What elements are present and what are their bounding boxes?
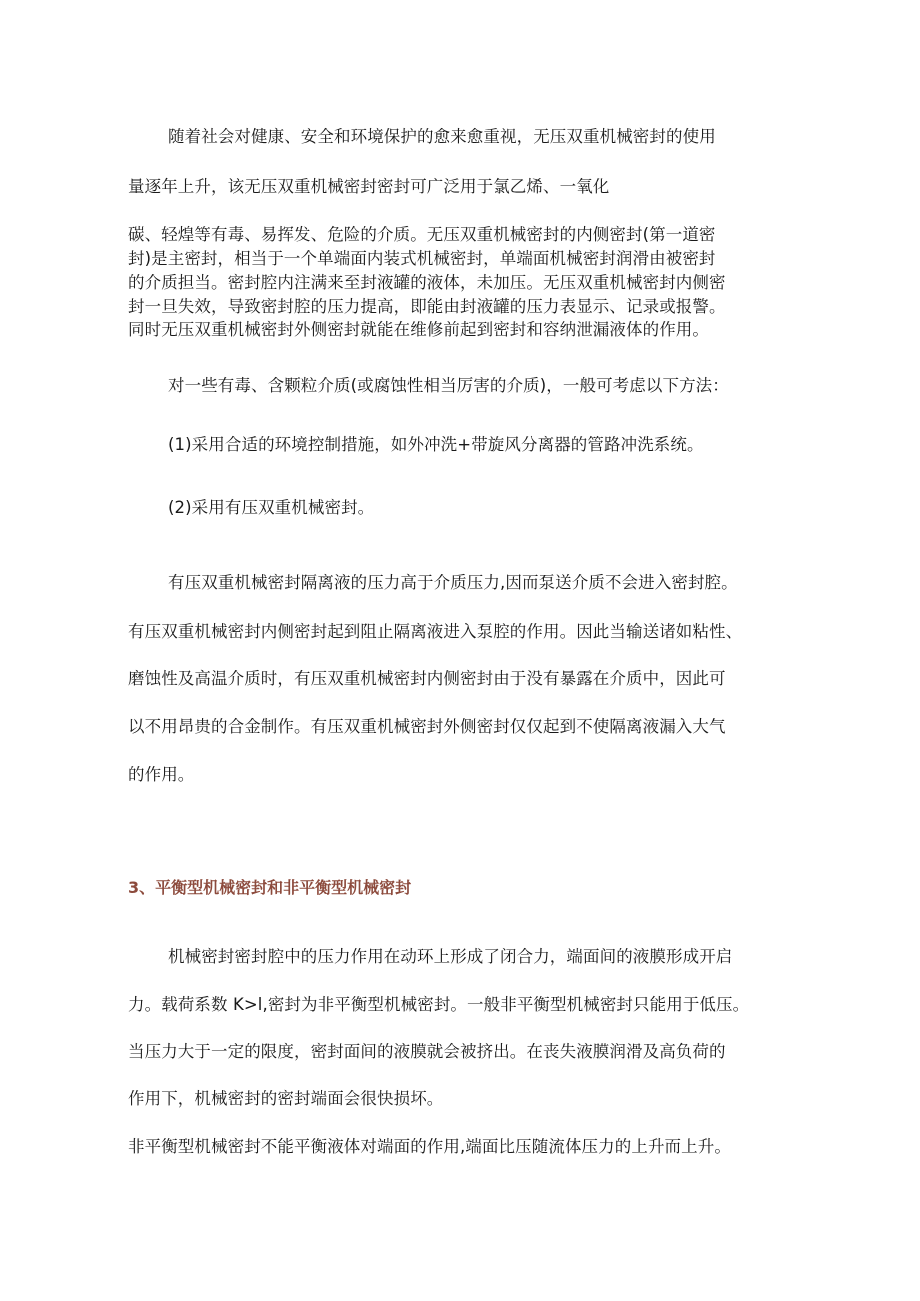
paragraph-1-line-4: 封)是主密封，相当于一个单端面内装式机械密封，单端面机械密封润滑由被密封 — [128, 249, 716, 268]
paragraph-6-line-4: 作用下，机械密封的密封端面会很快损坏。 — [128, 1089, 444, 1108]
paragraph-5-line-5: 的作用。 — [128, 765, 195, 784]
paragraph-6-line-2: 力。载荷系数 K>l,密封为非平衡型机械密封。一般非平衡型机械密封只能用于低压。 — [128, 995, 750, 1014]
paragraph-1-line-2: 量逐年上升，该无压双重机械密封密封可广泛用于氯乙烯、一氧化 — [128, 177, 610, 196]
paragraph-5-line-1: 有压双重机械密封隔离液的压力高于介质压力,因而泵送介质不会进入密封腔。 — [168, 573, 738, 592]
paragraph-1-line-5: 的介质担当。密封腔内注满来至封液罐的液体，未加压。无压双重机械密封内侧密 — [128, 273, 726, 292]
paragraph-5-line-2: 有压双重机械密封内侧密封起到阻止隔离液进入泵腔的作用。因此当输送诸如粘性、 — [128, 622, 743, 641]
paragraph-4: (2)采用有压双重机械密封。 — [168, 498, 375, 517]
paragraph-5-line-3: 磨蚀性及高温介质时，有压双重机械密封内侧密封由于没有暴露在介质中，因此可 — [128, 669, 726, 688]
paragraph-1-line-7: 同时无压双重机械密封外侧密封就能在维修前起到密封和容纳泄漏液体的作用。 — [128, 320, 709, 339]
paragraph-1-line-3: 碳、轻煌等有毒、易挥发、危险的介质。无压双重机械密封的内侧密封(第一道密 — [128, 225, 716, 244]
section-heading: 3、平衡型机械密封和非平衡型机械密封 — [128, 878, 412, 897]
paragraph-6-line-1: 机械密封密封腔中的压力作用在动环上形成了闭合力，端面间的液膜形成开启 — [168, 947, 733, 966]
paragraph-6-line-3: 当压力大于一定的限度，密封面间的液膜就会被挤出。在丧失液膜润滑及高负荷的 — [128, 1042, 726, 1061]
paragraph-1-line-1: 随着社会对健康、安全和环境保护的愈来愈重视，无压双重机械密封的使用 — [168, 127, 716, 146]
paragraph-3: (1)采用合适的环境控制措施，如外冲洗+带旋风分离器的管路冲洗系统。 — [168, 435, 704, 454]
paragraph-5-line-4: 以不用昂贵的合金制作。有压双重机械密封外侧密封仅仅起到不使隔离液漏入大气 — [128, 717, 726, 736]
paragraph-7: 非平衡型机械密封不能平衡液体对端面的作用,端面比压随流体压力的上升而上升。 — [128, 1137, 731, 1156]
paragraph-1-line-6: 封一旦失效，导致密封腔的压力提高，即能由封液罐的压力表显示、记录或报警。 — [128, 297, 726, 316]
paragraph-2: 对一些有毒、含颗粒介质(或腐蚀性相当厉害的介质)，一般可考虑以下方法： — [168, 376, 729, 395]
